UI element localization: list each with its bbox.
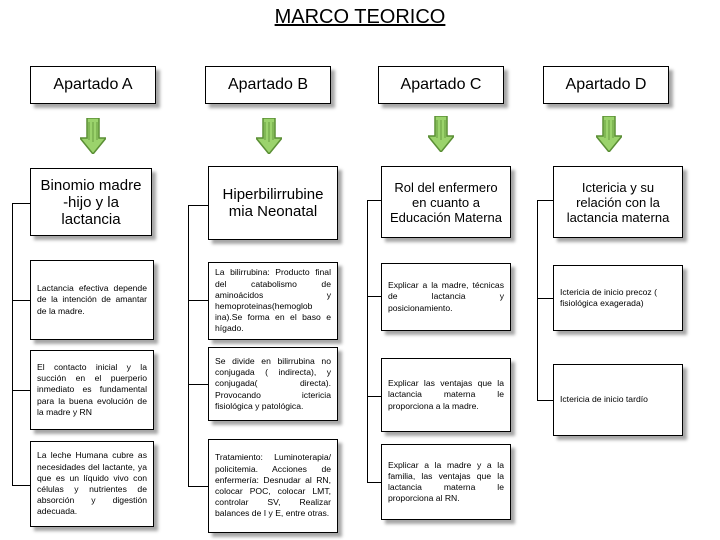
- down-arrow-icon: [596, 116, 622, 152]
- item-box-b3: Tratamiento: Luminoterapia/ policitemia. Acciones de enfermería: Desnudar al RN, colocar POC, colocar LMT, controlar SV, Realizar balances de I y E, entre otras.: [208, 439, 338, 533]
- connector-line: [367, 482, 381, 483]
- connector-line: [367, 296, 381, 297]
- topic-box-b: Hiperbilirrubine mia Neonatal: [208, 166, 338, 240]
- item-box-c2: Explicar las ventajas que la lactancia materna le proporciona a la madre.: [381, 358, 511, 432]
- connector-line: [188, 205, 208, 206]
- item-box-a2: El contacto inicial y la succión en el puerperio inmediato es fundamental para la buena evolución de la madre y RN: [30, 350, 154, 430]
- connector-line: [12, 203, 13, 486]
- topic-box-c: Rol del enfermero en cuanto a Educación Materna: [381, 166, 511, 238]
- connector-line: [188, 300, 208, 301]
- connector-line: [537, 200, 553, 201]
- item-box-c3: Explicar a la madre y a la familia, las ventajas que la lactancia materna le proporciona al RN.: [381, 444, 511, 520]
- item-box-a1: Lactancia efectiva depende de la intención de amantar de la madre.: [30, 260, 154, 340]
- item-box-d2: Ictericia de inicio tardío: [553, 364, 683, 436]
- connector-line: [12, 390, 30, 391]
- header-apartado-a: Apartado A: [30, 66, 156, 104]
- down-arrow-icon: [428, 116, 454, 152]
- topic-box-d: Ictericia y su relación con la lactancia materna: [553, 166, 683, 238]
- topic-box-a: Binomio madre -hijo y la lactancia: [30, 168, 152, 236]
- item-box-c1: Explicar a la madre, técnicas de lactancia y posicionamiento.: [381, 263, 511, 331]
- item-box-d1: Ictericia de inicio precoz ( fisiológica exagerada): [553, 265, 683, 331]
- connector-line: [12, 203, 30, 204]
- item-box-a3: La leche Humana cubre as necesidades del lactante, ya que es un líquido vivo con células y nutrientes de absorción y digestión adecuada.: [30, 441, 154, 527]
- down-arrow-icon: [80, 118, 106, 154]
- item-box-b1: La bilirrubina: Producto final del catabolismo de aminoácidos y hemoproteinas(hemoglob ina).Se forma en el baso e hígado.: [208, 262, 338, 340]
- header-apartado-b: Apartado B: [205, 66, 331, 104]
- header-apartado-c: Apartado C: [378, 66, 504, 104]
- connector-line: [367, 200, 381, 201]
- connector-line: [537, 400, 553, 401]
- header-apartado-d: Apartado D: [543, 66, 669, 104]
- connector-line: [537, 200, 538, 401]
- item-box-b2: Se divide en bilirrubina no conjugada ( indirecta), y conjugada( directa). Provocando ictericia fisiológica y patológica.: [208, 347, 338, 421]
- connector-line: [537, 298, 553, 299]
- page-title: MARCO TEORICO: [274, 6, 446, 28]
- connector-line: [188, 205, 189, 487]
- connector-line: [188, 486, 208, 487]
- down-arrow-icon: [256, 118, 282, 154]
- connector-line: [367, 200, 368, 483]
- connector-line: [367, 396, 381, 397]
- connector-line: [188, 384, 208, 385]
- connector-line: [12, 485, 30, 486]
- connector-line: [12, 300, 30, 301]
